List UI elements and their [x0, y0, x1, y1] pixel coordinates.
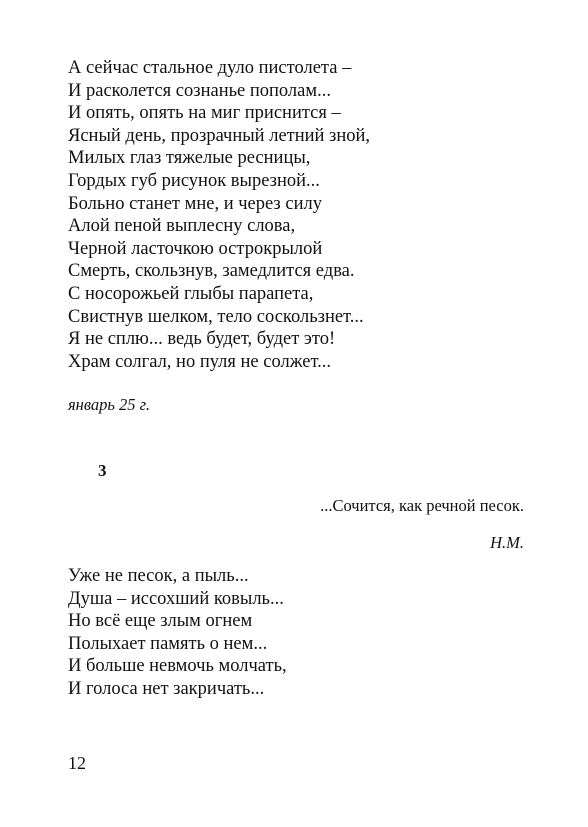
poem-line: Больно станет мне, и через силу: [68, 193, 322, 214]
poem-line: Гордых губ рисунок вырезной...: [68, 170, 320, 191]
poem-line: Храм солгал, но пуля не солжет...: [68, 351, 332, 372]
epigraph-author: Н.М.: [490, 533, 524, 552]
poem-stanza: [68, 57, 370, 373]
poem-line: Милых глаз тяжелые ресницы,: [68, 148, 311, 169]
poem-line: Черной ласточкою острокрылой: [68, 238, 323, 259]
poem-date: январь 25 г.: [68, 395, 151, 414]
poem-line: И больше невмочь молчать,: [68, 656, 287, 677]
poem-line: Алой пеной выплесну слова,: [68, 216, 296, 237]
poem-line: Но всё еще злым огнем: [68, 611, 253, 632]
poem-line: Полыхает память о нем...: [68, 633, 268, 654]
poem-number: 3: [98, 461, 107, 480]
poem-line: Ясный день, прозрачный летний зной,: [68, 125, 371, 146]
poem-line: И голоса нет закричать...: [68, 678, 265, 699]
poem-line: А сейчас стальное дуло пистолета –: [68, 58, 352, 78]
poem-line: Уже не песок, а пыль...: [68, 566, 249, 586]
poem-line: Свистнув шелком, тело соскользнет...: [68, 306, 364, 327]
poem-line: С носорожьей глыбы парапета,: [68, 283, 314, 304]
poem-line: Смерть, скользнув, замедлится едва.: [68, 261, 355, 282]
poem-line: И расколется сознанье пополам...: [68, 80, 331, 101]
poem-stanza: [68, 565, 287, 701]
poem-line: Душа – иссохший ковыль...: [68, 588, 284, 609]
page-number: 12: [68, 753, 86, 773]
poem-line: И опять, опять на миг приснится –: [68, 103, 341, 124]
epigraph: ...Сочится, как речной песок.: [320, 496, 524, 515]
poem-line: Я не сплю... ведь будет, будет это!: [68, 329, 336, 350]
